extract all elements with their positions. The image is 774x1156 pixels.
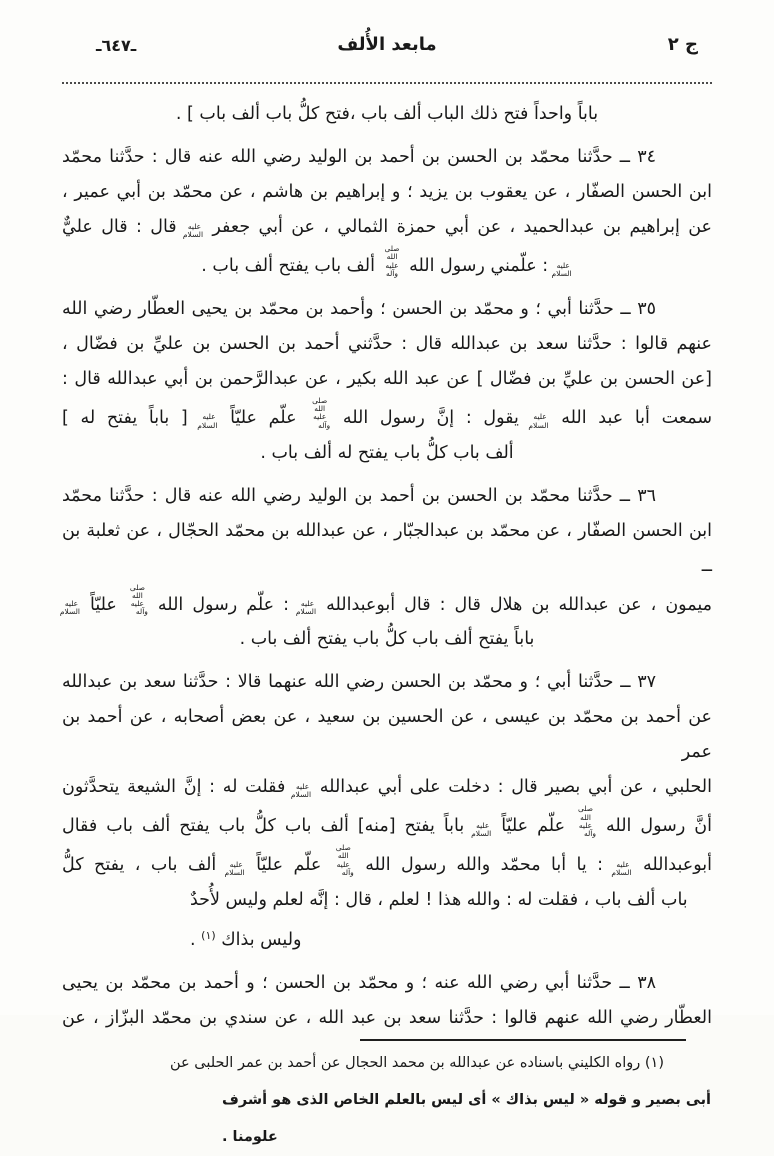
salla-llahu-alayhi-wa-alihi-ligature: صلى الله عليه وآله [384, 244, 400, 278]
hadith-34-line: ٣٤ ــ حدَّثنا محمّد بن الحسن بن أحمد بن الوليد رضي الله عنه قال : حدَّثنا محمّد [62, 147, 656, 167]
hadith-35-line: عنهم قالوا : حدَّثنا سعد بن عبدالله قال : حدَّثني أحمد بن الحسن بن عليِّ بن فضّال ، [62, 333, 712, 354]
volume-number: ج ٢ [667, 34, 698, 55]
footnote-ref-1: (١) [201, 928, 216, 942]
hadith-37-line: الحلبي ، عن أبي بصير قال : دخلت على أبي عبدالله عليه السلام فقلت له : إنَّ الشيعة يتحدَّثون [62, 777, 712, 800]
hadith-35-line: ٣٥ ــ حدَّثنا أبي ؛ و محمّد بن الحسن ؛ وأحمد بن محمّد بن يحيى العطّار رضي الله [62, 298, 656, 319]
salla-llahu-alayhi-wa-alihi-ligature: صلى الله عليه وآله [129, 582, 148, 617]
page-header [62, 34, 712, 64]
hadith-37-line: أبوعبدالله عليه السلام : يا أبا محمّد والله رسول الله صلى الله عليه وآله علّم عليّاً عليه السلام ألف باب ، يفتح كلُّ [62, 843, 712, 877]
hadith-34-line: عليه السلام : علّمني رسول الله صلى الله عليه وآله ألف باب يفتح ألف باب . [201, 244, 572, 278]
hadith-36-line: ابن الحسن الصفّار ، عن محمّد بن عبدالجبّار ، عن عبدالله بن محمّد الحجّال ، عن ثعلبة بن ــ [62, 520, 712, 576]
hadith-36-line: ميمون ، عن عبدالله بن هلال قال : قال أبوعبدالله عليه السلام : علّم رسول الله صلى الله عليه وآله عليّاً عليه السلام [59, 582, 712, 617]
hadith-35-line: ألف باب كلُّ باب يفتح له ألف باب . [260, 442, 514, 463]
hadith-34-line: عن إبراهيم بن عبدالحميد ، عن أبي حمزة الثمالي ، عن أبي جعفر عليه السلام قال : قال عليٌّ [62, 217, 713, 239]
alayhis-salam-ligature: عليه السلام [471, 820, 492, 838]
alayhis-salam-ligature: عليه السلام [611, 859, 632, 877]
alayhis-salam-ligature: عليه السلام [197, 412, 218, 430]
running-title: مابعد الأُلف [337, 34, 437, 55]
hadith-35-line: [عن الحسن بن عليِّ بن فضّال ] عن عبد الله بكير ، عن عبدالرَّحمن بن أبي عبدالله قال : [62, 368, 712, 389]
salla-llahu-alayhi-wa-alihi-ligature: صلى الله عليه وآله [577, 804, 597, 838]
hadith-38-line: العطّار رضي الله عنهم قالوا : حدَّثنا سعد بن عبد الله ، عن سندي بن محمّد البزّاز ، عن [62, 1007, 712, 1028]
hadith-34-line: ابن الحسن الصفّار ، عن يعقوب بن يزيد ؛ و إبراهيم بن هاشم ، عن محمّد بن أبي عمير ، [62, 182, 712, 202]
alayhis-salam-ligature: عليه السلام [528, 412, 549, 430]
alayhis-salam-ligature: عليه السلام [290, 782, 312, 800]
hadith-36-line: باباً يفتح ألف باب كلُّ باب يفتح ألف باب . [239, 629, 535, 650]
hadith-36-line: ٣٦ ــ حدَّثنا محمّد بن الحسن بن أحمد بن الوليد رضي الله عنه قال : حدَّثنا محمّد [62, 485, 656, 506]
alayhis-salam-ligature: عليه السلام [295, 599, 317, 617]
hadith-37-line: ٣٧ ــ حدَّثنا أبي ؛ و محمّد بن الحسن رضي الله عنهما قالا : حدَّثنا سعد بن عبدالله [62, 672, 656, 693]
alayhis-salam-ligature: عليه السلام [551, 260, 572, 278]
header-rule [62, 82, 712, 84]
text-line: باباً واحداً فتح ذلك الباب ألف باب ،فتح كلُّ باب ألف باب ] . [175, 104, 599, 124]
footnote-line: أبى بصير و قوله « ليس بذاك » أى ليس بالعلم الخاص الذى هو أشرف علومنا . [222, 1091, 711, 1145]
page-number: ـ٦٤٧ـ [96, 36, 137, 55]
footnote-separator [360, 1039, 686, 1041]
salla-llahu-alayhi-wa-alihi-ligature: صلى الله عليه وآله [312, 395, 331, 430]
hadith-37-line: باب ألف باب ، فقلت له : والله هذا ! لعلم ، قال : إنَّه لعلم وليس لأُحدٌ وليس بذاك $^{(١)}$ . [190, 889, 688, 950]
hadith-38-line: ٣٨ ــ حدَّثنا أبي رضي الله عنه ؛ و محمّد بن الحسن ؛ و أحمد بن محمّد بن يحيى [62, 972, 656, 993]
alayhis-salam-ligature: عليه السلام [182, 221, 204, 239]
footnote-block [62, 1045, 712, 1156]
hadith-35-line: سمعت أبا عبد الله عليه السلام يقول : إنَّ رسول الله صلى الله عليه وآله علّم عليّاً عليه السلام [ باباً يفتح له ] [62, 395, 712, 430]
salla-llahu-alayhi-wa-alihi-ligature: صلى الله عليه وآله [335, 843, 354, 877]
main-text-block [59, 97, 713, 1036]
hadith-37-line: عن أحمد بن محمّد بن عيسى ، عن الحسين بن سعيد ، عن بعض أصحابه ، عن أحمد بن عمر [62, 707, 712, 763]
hadith-37-line: أنَّ رسول الله صلى الله عليه وآله علّم عليّاً عليه السلام باباً يفتح [منه] ألف باب كلُّ باب يفتح ألف باب فقال [62, 804, 712, 838]
alayhis-salam-ligature: عليه السلام [224, 859, 245, 877]
footnote-line: (١) رواه الكليني باسناده عن عبدالله بن محمد الحجال عن أحمد بن عمر الحلبى عن [169, 1054, 664, 1071]
alayhis-salam-ligature: عليه السلام [59, 599, 80, 617]
